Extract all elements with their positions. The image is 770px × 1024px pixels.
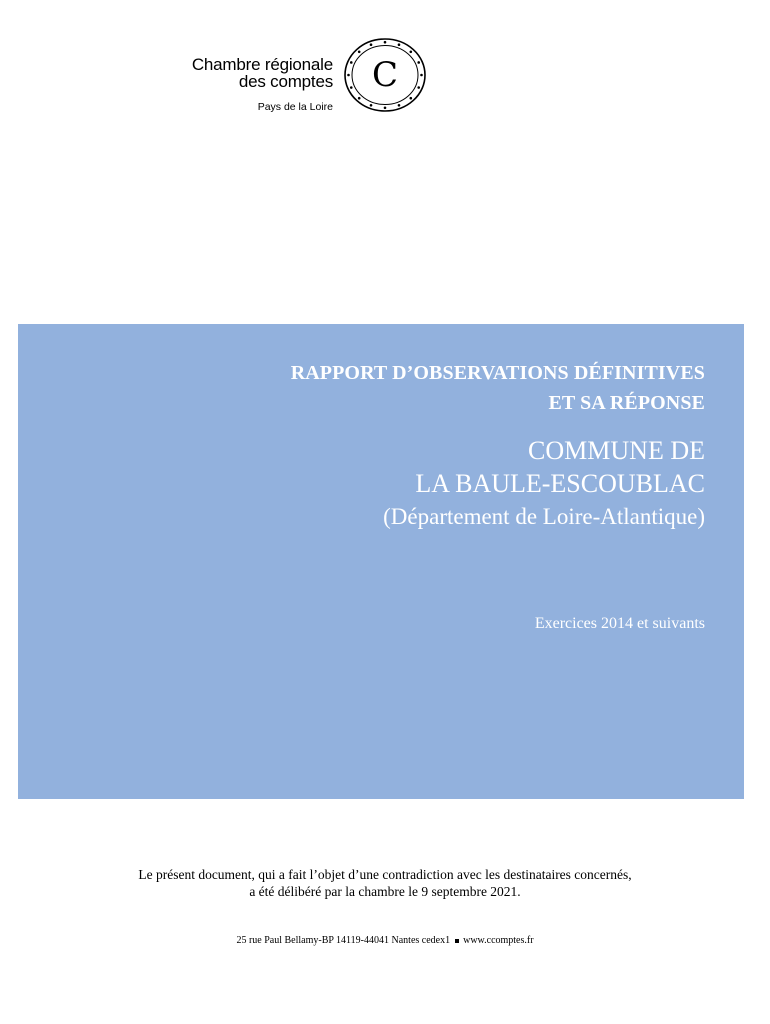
address-line	[0, 934, 770, 948]
commune-name	[291, 434, 705, 500]
title-banner	[18, 324, 744, 799]
commune-line1: COMMUNE DE	[528, 436, 705, 465]
seal-letter: C	[371, 55, 399, 95]
departement-label: (Département de Loire-Atlantique)	[383, 504, 705, 529]
org-logo-text	[192, 56, 333, 114]
cour-des-comptes-seal-icon	[343, 37, 427, 113]
website-link[interactable]: www.ccomptes.fr	[463, 935, 534, 946]
seal-dot	[347, 74, 350, 77]
org-name-line1: Chambre régionale	[191, 55, 333, 74]
org-name-line2: des comptes	[238, 72, 333, 91]
seal-dot	[410, 51, 413, 54]
separator-square-icon	[455, 939, 459, 943]
report-title-line1: RAPPORT D’OBSERVATIONS DÉFINITIVES	[290, 362, 705, 384]
deliberation-statement	[0, 866, 770, 900]
seal-dot	[370, 43, 373, 46]
seal-dot	[417, 61, 420, 64]
statement-line1: Le présent document, qui a fait l’objet d’une contradiction avec les destinataires concernés,	[138, 867, 632, 882]
exercices-label: Exercices 2014 et suivants	[534, 615, 705, 632]
seal-dot	[420, 74, 423, 77]
report-title-line2: ET SA RÉPONSE	[548, 392, 705, 414]
postal-address: 25 rue Paul Bellamy-BP 14119-44041 Nantes cedex1	[236, 935, 451, 946]
seal-dot	[417, 86, 420, 89]
banner-content	[291, 358, 705, 634]
statement-line2: a été délibéré par la chambre le 9 septembre 2021.	[249, 884, 521, 899]
seal-dot	[370, 104, 373, 107]
commune-line2: LA BAULE-ESCOUBLAC	[415, 469, 705, 498]
seal-dot	[350, 61, 353, 64]
seal-dot	[410, 97, 413, 100]
org-region: Pays de la Loire	[257, 101, 333, 113]
seal-dot	[384, 107, 387, 110]
seal-dot	[398, 104, 401, 107]
seal-dot	[384, 41, 387, 44]
seal-dot	[358, 51, 361, 54]
seal-dot	[398, 43, 401, 46]
seal-dot	[358, 97, 361, 100]
seal-dot	[350, 86, 353, 89]
report-title	[291, 358, 705, 418]
